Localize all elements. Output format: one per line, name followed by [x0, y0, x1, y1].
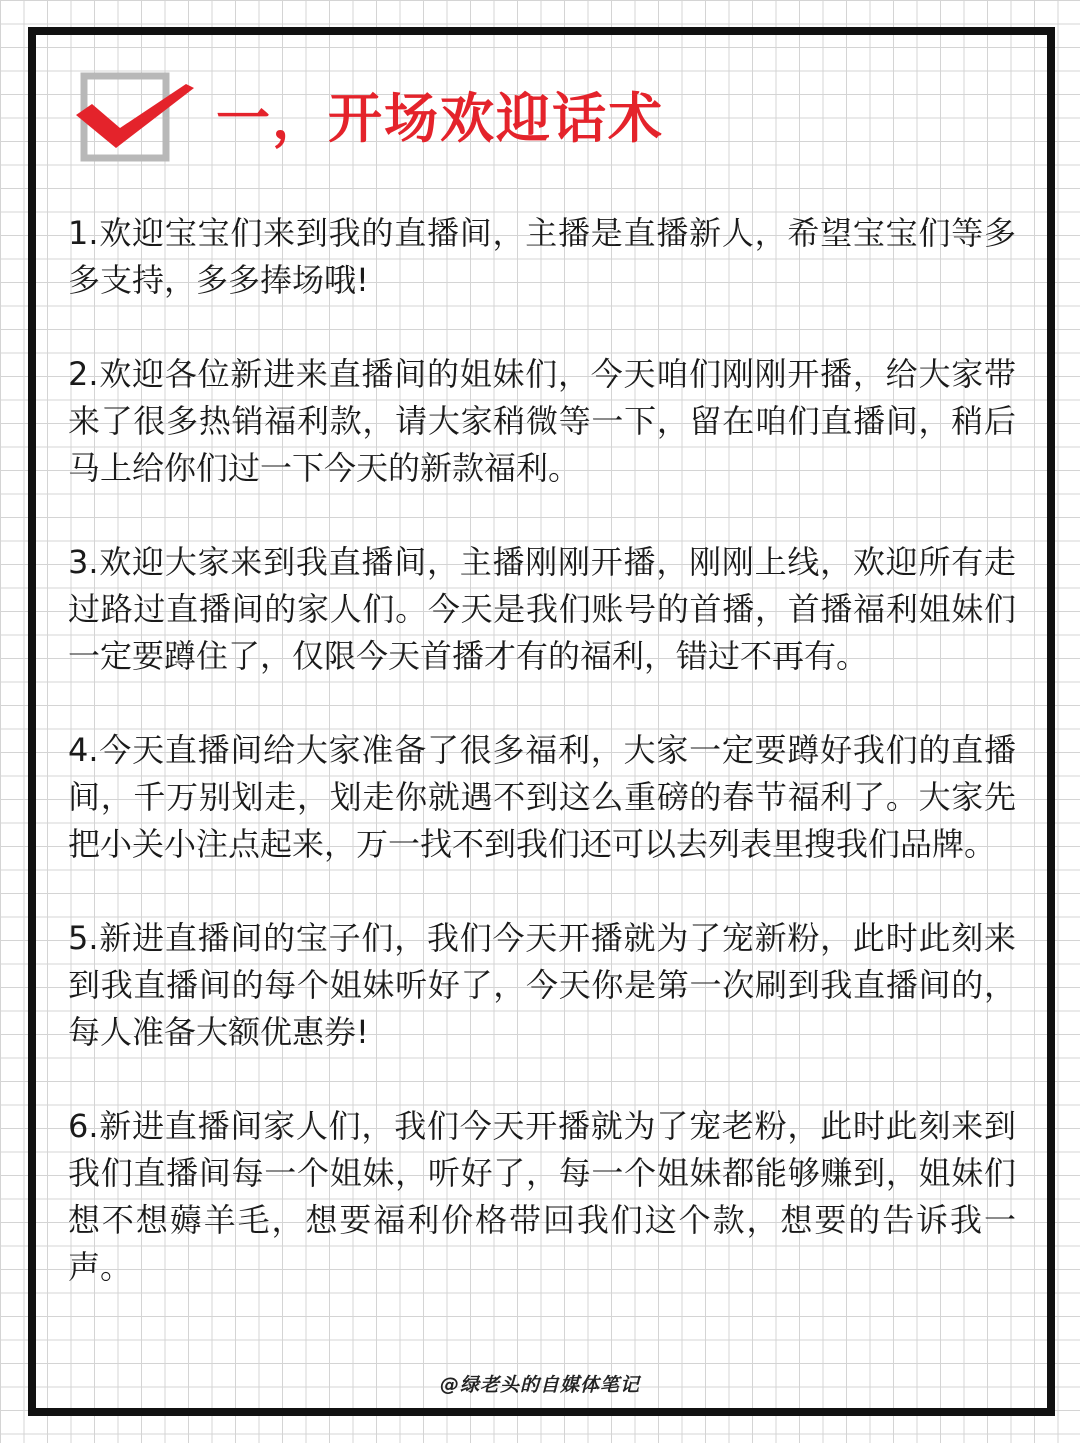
- section-header: [76, 70, 776, 180]
- script-item-4: 4.今天直播间给大家准备了很多福利，大家一定要蹲好我们的直播间，千万别划走，划走你就遇不到这么重磅的春节福利了。大家先把小关小注点起来，万一找不到我们还可以去列表里搜我们品牌。: [68, 731, 1016, 863]
- checkbox-check-icon: [76, 70, 196, 165]
- script-item-1: 1.欢迎宝宝们来到我的直播间，主播是直播新人，希望宝宝们等多多支持，多多捧场哦!: [68, 214, 1016, 299]
- script-item-3: 3.欢迎大家来到我直播间，主播刚刚开播，刚刚上线，欢迎所有走过路过直播间的家人们。今天是我们账号的首播，首播福利姐妹们一定要蹲住了，仅限今天首播才有的福利，错过不再有。: [68, 543, 1016, 675]
- watermark: @绿老头的自媒体笔记: [439, 1374, 640, 1396]
- page-title: 一，开场欢迎话术: [216, 87, 664, 150]
- script-item-5: 5.新进直播间的宝子们，我们今天开播就为了宠新粉，此时此刻来到我直播间的每个姐妹听好了，今天你是第一次刷到我直播间的，每人准备大额优惠券!: [68, 919, 1016, 1051]
- script-list: [68, 210, 1016, 1338]
- script-item-2: 2.欢迎各位新进来直播间的姐妹们，今天咱们刚刚开播，给大家带来了很多热销福利款，请大家稍微等一下，留在咱们直播间，稍后马上给你们过一下今天的新款福利。: [68, 355, 1016, 487]
- script-item-6: 6.新进直播间家人们，我们今天开播就为了宠老粉，此时此刻来到我们直播间每一个姐妹，听好了，每一个姐妹都能够赚到，姐妹们想不想薅羊毛，想要福利价格带回我们这个款，想要的告诉我一声。: [68, 1107, 1016, 1286]
